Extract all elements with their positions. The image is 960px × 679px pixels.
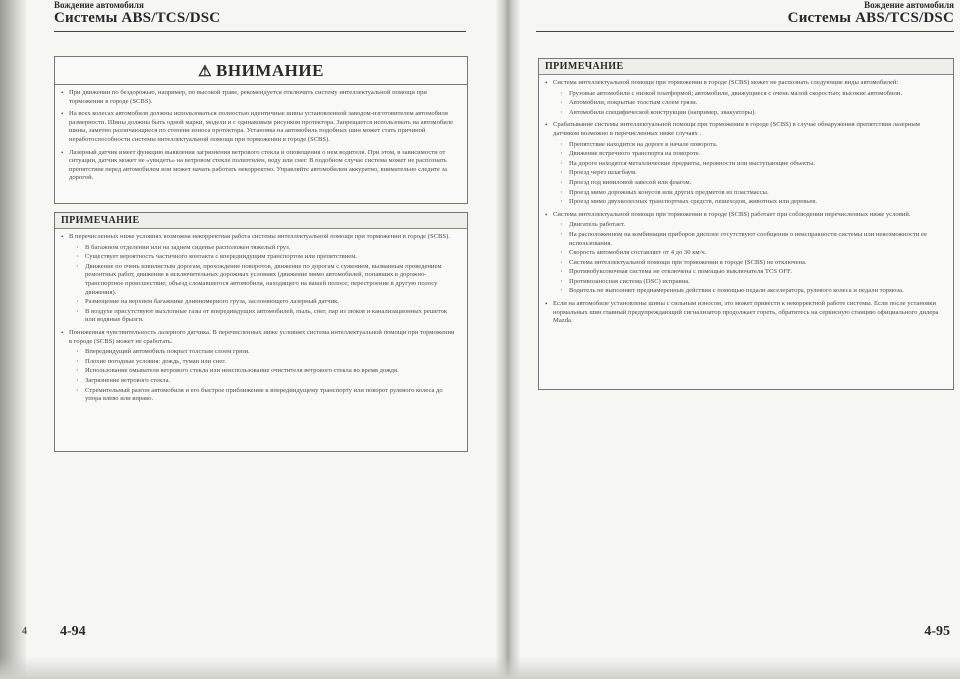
note-subitem: · Проезд мимо двухколесных транспортных средств, пешеходов, животных или деревьев. bbox=[569, 198, 945, 207]
note-item-text: Срабатывание системы интеллектуальной помощи при торможении в городе (SCBS) в случае обнаружения препятствия лазерным датчиком возможно в перечисленных ниже случаях . bbox=[553, 121, 920, 137]
note-subitem: · Проезд под виниловой завесой или флагом. bbox=[569, 179, 945, 188]
note-sublist bbox=[69, 244, 459, 325]
note-heading: ПРИМЕЧАНИЕ bbox=[539, 59, 953, 75]
left-page bbox=[26, 0, 496, 679]
note-item bbox=[553, 300, 945, 326]
note-subitem: · Система интеллектуальной помощи при торможении в городе (SCBS) не отключена. bbox=[569, 259, 945, 268]
note-item bbox=[69, 233, 459, 325]
binding-gutter bbox=[496, 0, 520, 679]
note-subitem: · На расположенном на комбинации приборов дисплее отсутствуют сообщения о неисправности системы или невозможности ее использования. bbox=[569, 231, 945, 248]
warning-heading bbox=[55, 57, 467, 85]
note-item-text: Система интеллектуальной помощи при торможении в городе (SCBS) может не распознать следующие виды автомобилей: bbox=[553, 79, 899, 86]
note-sublist bbox=[69, 348, 459, 404]
note-subitem: · Впередиидущий автомобиль покрыт толстым слоем грязи. bbox=[85, 348, 459, 357]
note-sublist bbox=[553, 141, 945, 207]
note-subitem: · Противозаносная система (DSC) исправна. bbox=[569, 278, 945, 287]
note-subitem: · Существует вероятность частичного контакта с впередиидущим транспортом или препятствием. bbox=[85, 253, 459, 262]
note-item bbox=[553, 121, 945, 206]
note-subitem: · Автомобили, покрытые толстым слоем грязи. bbox=[569, 99, 945, 108]
note-sublist bbox=[553, 221, 945, 296]
warning-item: • При движении по бездорожью, например, по высокой траве, рекомендуется отключить систему интеллектуальной помощи при торможении в городе (SCBS). bbox=[69, 89, 459, 106]
right-page bbox=[520, 0, 960, 679]
note-item-text: Если на автомобиле установлены шины с сильным износом, это может привести к некорректной работе системы. Если после установки нормальных шин главный предупреждающий сигнализатор продолжает гореть, обратитесь на сервисную станцию официального дилера Mazda. bbox=[553, 300, 939, 325]
title-rule bbox=[536, 31, 954, 32]
page-number: 4-95 bbox=[924, 624, 950, 639]
edge-mark: 4 bbox=[22, 626, 27, 637]
note-subitem: · Плохие погодные условия: дождь, туман или снег. bbox=[85, 358, 459, 367]
note-subitem: · Использование омывателя ветрового стекла или неиспользование очистителя ветрового стекла во время дождя. bbox=[85, 367, 459, 376]
note-list bbox=[55, 229, 467, 410]
note-list bbox=[539, 75, 953, 332]
note-subitem: · Движение встречного транспорта на повороте. bbox=[569, 150, 945, 159]
note-subitem: · Противобуксовочная система не отключена с помощью выключателя TCS OFF. bbox=[569, 268, 945, 277]
note-subitem: · Движение по очень извилистым дорогам, прохождение поворотов, движение по дорогам с сужением, вызванным проведением ремонтных работ, движение в исключительных дорожных условиях (движение мимо автомобилей, попавших в дорожно-транспортное происшествие; объезд сломавшегося автомобиля, находящего на вашей полосе; перестроение в другую полосу движения). bbox=[85, 263, 459, 297]
note-subitem: · В багажном отделении или на заднем сиденье расположен тяжелый груз. bbox=[85, 244, 459, 253]
warning-item: • Лазерный датчик имеет функцию выявления загрязнения ветрового стекла и оповещения о нем водителя. При этом, в зависимости от ситуации, датчик может не «увидеть» на ветровом стекле полиэтилен, воду или снег. В подобном случае система может не распознать препятствие перед автомобилем или может начать работать некорректно. Управляйте автомобилем аккуратно, внимательно следите за дорогой. bbox=[69, 149, 459, 183]
note-subitem: · Проезд мимо дорожных конусов или других предметов из пластмассы. bbox=[569, 189, 945, 198]
page-number: 4-94 bbox=[60, 624, 86, 639]
note-subitem: · Водитель не выполняет преднамеренные действия с помощью педали акселератора, рулевого колеса и педали тормоза. bbox=[569, 287, 945, 296]
note-subitem: · Грузовые автомобили с низкой платформой; автомобили, движущиеся с очень малой скоростью; высокие автомобили. bbox=[569, 90, 945, 99]
warning-heading-text: ВНИМАНИЕ bbox=[216, 61, 324, 80]
left-edge-shadow bbox=[0, 0, 26, 679]
running-head: Вождение автомобиля bbox=[54, 0, 144, 10]
note-subitem: · Стремительный разгон автомобиля и его быстрое приближение к впередиидущему транспорту или поворот рулевого колеса до упора влево или вправо. bbox=[85, 387, 459, 404]
note-box bbox=[54, 212, 468, 452]
note-subitem: · В воздухе присутствуют выхлопные газы от впередиидущих автомобилей, пыль, снег, пар из люков и канализационных решеток или водяные брызги. bbox=[85, 308, 459, 325]
page-title: Системы ABS/TCS/DSC bbox=[54, 10, 221, 26]
bottom-shadow bbox=[0, 657, 960, 679]
running-head: Вождение автомобиля bbox=[864, 0, 954, 10]
warning-list bbox=[55, 85, 467, 189]
note-subitem: · Загрязнение ветрового стекла. bbox=[85, 377, 459, 386]
page-title: Системы ABS/TCS/DSC bbox=[787, 10, 954, 26]
warning-item: • На всех колесах автомобиля должны использоваться полностью идентичные шины установленной заводом-изготовителем автомобиля размерности. Шины должны быть одной марки, модели и с одинаковым рисунком протектора. Запрещается использовать на автомобиле шины, заметно различающиеся по степени износа протектора. Установка на автомобиль подобных шин может стать причиной неработоспособности системы интеллектуальной помощи при торможении в городе (SCBS). bbox=[69, 110, 459, 144]
note-item bbox=[69, 329, 459, 404]
note-heading: ПРИМЕЧАНИЕ bbox=[55, 213, 467, 229]
title-rule bbox=[54, 31, 466, 32]
note-box bbox=[538, 58, 954, 390]
note-subitem: · Двигатель работает. bbox=[569, 221, 945, 230]
note-subitem: · Автомобили специфической конструкции (например, эвакуаторы). bbox=[569, 109, 945, 118]
note-subitem: · Препятствие находится на дороге в начале поворота. bbox=[569, 141, 945, 150]
note-subitem: · Проезд через шлагбаум. bbox=[569, 169, 945, 178]
note-subitem: · Размещение на верхнем багажнике длинномерного груза, заслоняющего лазерный датчик. bbox=[85, 298, 459, 307]
note-subitem: · На дороге находятся металлические предметы, неровности или выступающие объекты. bbox=[569, 160, 945, 169]
note-subitem: · Скорость автомобиля составляет от 4 до 30 км/ч. bbox=[569, 249, 945, 258]
warning-triangle-icon: ⚠ bbox=[198, 64, 213, 80]
warning-box bbox=[54, 56, 468, 204]
note-item bbox=[553, 79, 945, 117]
note-sublist bbox=[553, 90, 945, 118]
note-item-text: Пониженная чувствительность лазерного датчика. В перечисленных ниже условиях система интеллектуальной помощи при торможении в городе (SCBS) может не сработать. bbox=[69, 328, 455, 345]
note-item-text: В перечисленных ниже условиях возможна некорректная работа системы интеллектуальной помощи при торможении в городе (SCBS). bbox=[69, 233, 450, 240]
note-item-text: Система интеллектуальной помощи при торможении в городе (SCBS) работает при соблюдении перечисленных ниже условий. bbox=[553, 210, 911, 218]
note-item bbox=[553, 211, 945, 296]
